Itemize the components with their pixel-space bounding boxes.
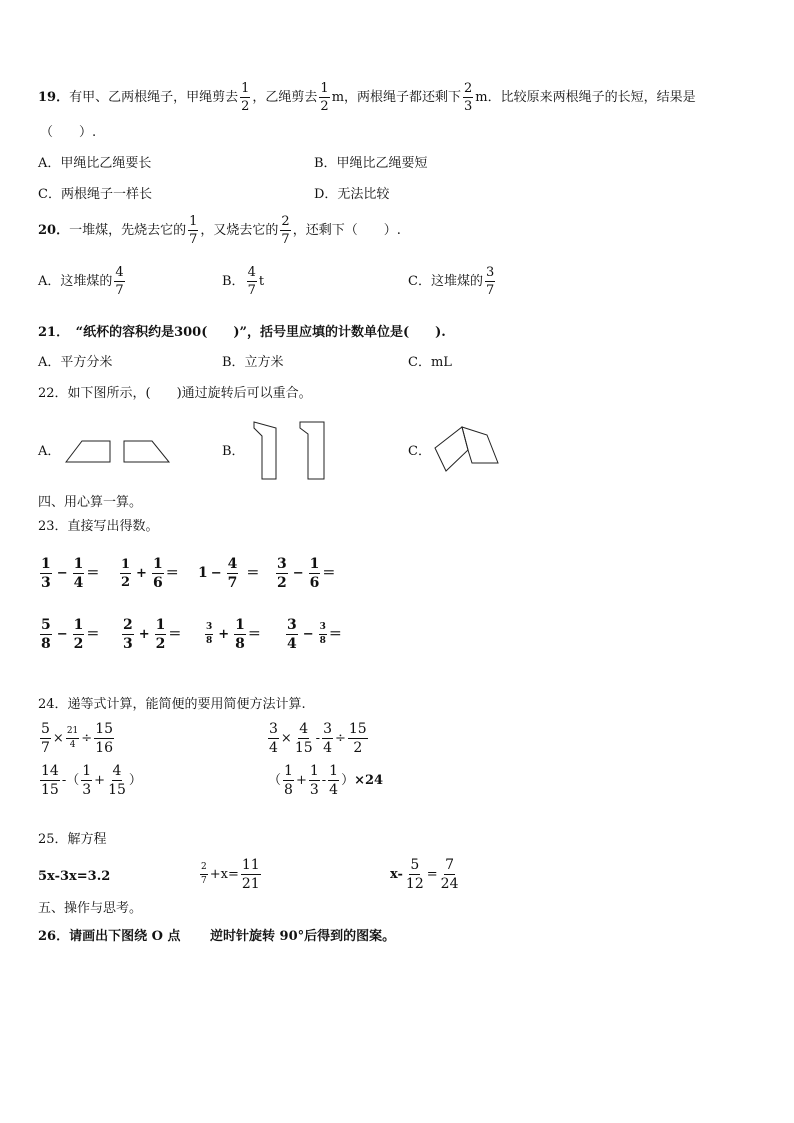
q23-expr-5: $\frac{5}{8}$ − $\frac{1}{2}$ ＝ xyxy=(41,617,100,652)
fraction: $\frac{4}{7}$ xyxy=(247,265,256,298)
q24-expr-3: $\frac{14}{15}$ -（ $\frac{1}{3}$ + $\frac{4}{15}$ ） xyxy=(41,763,142,798)
fraction: $\frac{1}{2}$ xyxy=(320,81,329,114)
q20-line: 20．一堆煤，先烧去它的 $\frac{1}{7}$ ，又烧去它的 $\frac{2}{7}$ ，还剩下（ ）. xyxy=(38,214,401,247)
q23-expr-1: $\frac{1}{3}$ − $\frac{1}{4}$ ＝ xyxy=(41,556,100,591)
q20-option-c: C．这堆煤的 $\frac{3}{7}$ xyxy=(408,265,495,298)
q20-option-a: A．这堆煤的 $\frac{4}{7}$ xyxy=(38,265,124,298)
fraction: $\frac{4}{7}$ xyxy=(115,265,124,298)
q20-option-b: B． $\frac{4}{7}$ t xyxy=(222,265,265,298)
q25-equation-1: 5x-3x=3.2 xyxy=(38,869,111,884)
q22-option-a: A． xyxy=(38,444,61,459)
q23-expr-7: $\frac{3}{8}$ + $\frac{1}{8}$ ＝ xyxy=(206,617,261,652)
fraction: $\frac{1}{2}$ xyxy=(241,81,250,114)
q21-question: 21． “纸杯的容积约是300( )”，括号里应填的计数单位是( ). xyxy=(38,325,446,340)
q24-expr-2: $\frac{3}{4}$ × $\frac{4}{15}$ - $\frac{3}{4}$ ÷ $\frac{15}{2}$ xyxy=(269,721,367,756)
q21-option-b: B．立方米 xyxy=(222,355,284,370)
q19-number: 19． xyxy=(38,90,70,105)
q22-option-c: C． xyxy=(408,444,431,459)
q19-line1: 19．有甲、乙两根绳子，甲绳剪去 $\frac{1}{2}$ ，乙绳剪去 $\frac{1}{2}$ m，两根绳子都还剩下 $\frac{2}{3}$ m．比较原来两根绳子的长短，结果是 xyxy=(38,81,696,114)
q23-expr-3: 1 − $\frac{4}{7}$ ＝ xyxy=(198,556,260,591)
section-5-heading: 五、操作与思考。 xyxy=(38,901,143,916)
fraction: $\frac{1}{7}$ xyxy=(189,214,198,247)
q25-title: 25．解方程 xyxy=(38,832,107,847)
q19-option-c: C．两根绳子一样长 xyxy=(38,187,152,202)
q23-expr-6: $\frac{2}{3}$ + $\frac{1}{2}$ ＝ xyxy=(123,617,182,652)
q24-expr-1: $\frac{5}{7}$ × $\frac{21}{4}$ ÷ $\frac{15}{16}$ xyxy=(41,721,114,756)
q20-number: 20． xyxy=(38,223,70,238)
q24-expr-4: （ $\frac{1}{8}$ + $\frac{1}{3}$ - $\frac{1}{4}$ ）×24 xyxy=(268,763,384,798)
q25-equation-3: x- $\frac{5}{12}$ = $\frac{7}{24}$ xyxy=(390,857,459,892)
fraction: $\frac{3}{7}$ xyxy=(485,265,495,298)
q23-expr-4: $\frac{3}{2}$ − $\frac{1}{6}$ ＝ xyxy=(277,556,336,591)
q19-blank: （ ）. xyxy=(40,125,97,140)
fraction: $\frac{2}{3}$ xyxy=(464,81,473,114)
q23-title: 23．直接写出得数。 xyxy=(38,519,159,534)
q19-option-b: B．甲绳比乙绳要短 xyxy=(314,156,428,171)
q23-expr-2: $\frac{1}{2}$ + $\frac{1}{6}$ ＝ xyxy=(121,556,179,591)
q26-question-part1: 26．请画出下图绕 O 点 xyxy=(38,929,181,944)
q19-option-d: D．无法比较 xyxy=(314,187,390,202)
q24-title: 24．递等式计算，能简便的要用简便方法计算. xyxy=(38,697,306,712)
section-4-heading: 四、用心算一算。 xyxy=(38,495,143,510)
q25-equation-2: $\frac{2}{7}$ +x= $\frac{11}{21}$ xyxy=(201,857,260,892)
q26-question-part2: 逆时针旋转 90°后得到的图案。 xyxy=(210,929,396,944)
q22-question: 22．如下图所示，( )通过旋转后可以重合。 xyxy=(38,386,312,401)
q21-option-a: A．平方分米 xyxy=(38,355,113,370)
fraction: $\frac{2}{7}$ xyxy=(281,214,290,247)
q19-option-a: A．甲绳比乙绳要长 xyxy=(38,156,152,171)
q22-trapezoid-shapes xyxy=(64,437,174,465)
q23-expr-8: $\frac{3}{4}$ − $\frac{3}{8}$ ＝ xyxy=(287,617,342,652)
q22-pentagon-shapes xyxy=(432,425,502,475)
q22-option-b: B． xyxy=(222,444,245,459)
q21-option-c: C．mL xyxy=(408,355,452,370)
q22-bracket-shapes xyxy=(250,420,330,482)
